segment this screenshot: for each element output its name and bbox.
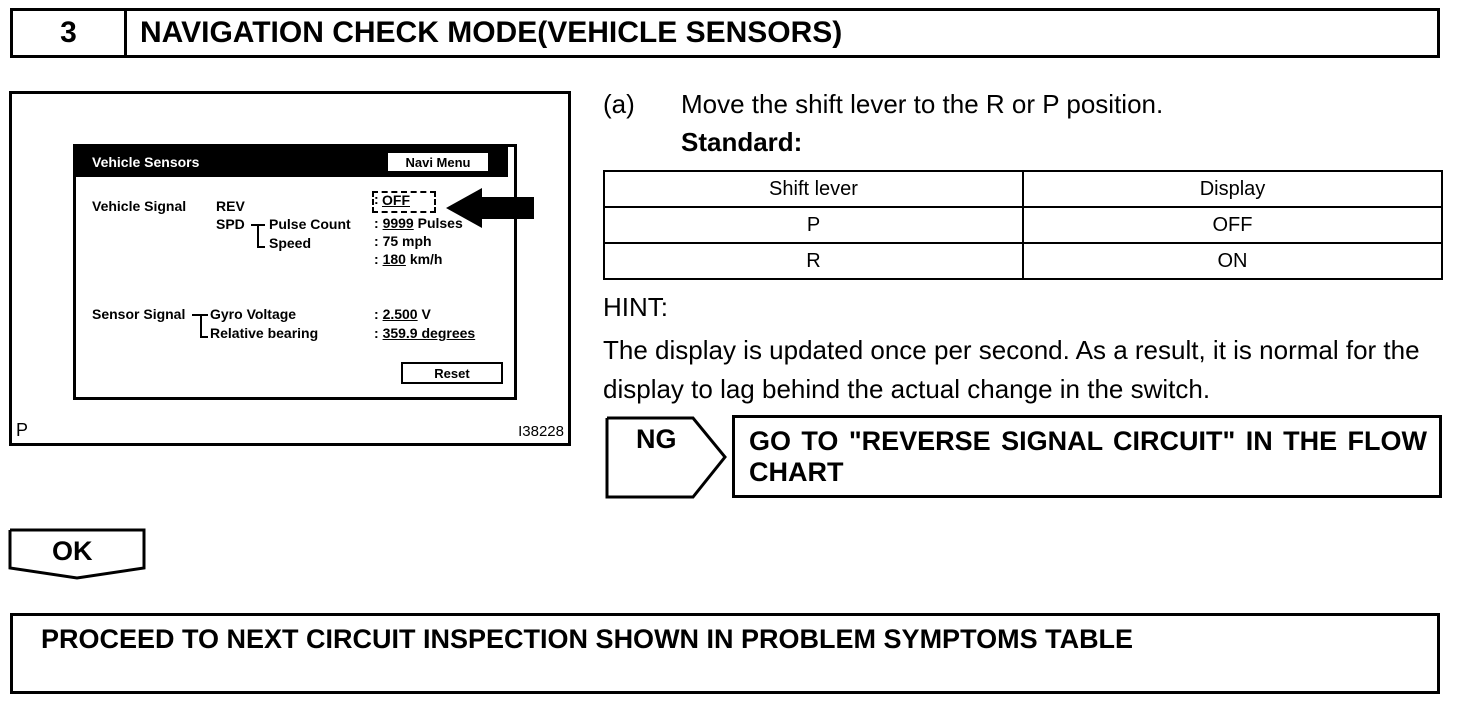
step-a-text: Move the shift lever to the R or P position. (681, 89, 1164, 119)
bearing-value: 359.9 degrees (382, 325, 476, 341)
screen-title: Vehicle Sensors (92, 154, 200, 170)
pulse-value: 9999 (382, 215, 414, 231)
figure-id: I38228 (518, 423, 564, 440)
proceed-box (10, 613, 1440, 694)
vehicle-signal-label: Vehicle Signal (92, 198, 187, 214)
navi-menu-button[interactable]: Navi Menu (386, 151, 490, 173)
hint-text: The display is updated once per second. As a result, it is normal for the display to lag behind the actual change in the switch. (603, 335, 1420, 404)
ok-label: OK (52, 536, 93, 566)
step-title: NAVIGATION CHECK MODE(VEHICLE SENSORS) (140, 16, 843, 49)
illustration-frame (9, 91, 571, 446)
spd-label: SPD (216, 216, 245, 232)
pulse-count-label: Pulse Count (269, 216, 351, 232)
speed-kmh-unit: km/h (409, 251, 443, 267)
speed-label: Speed (269, 235, 312, 251)
relative-bearing-label: Relative bearing (210, 325, 319, 341)
table-header-row (604, 171, 1442, 207)
sensor-bracket-icon (192, 311, 210, 341)
rev-label: REV (216, 198, 245, 214)
speed-mph-value: 75 mph (382, 233, 432, 249)
vehicle-sensors-screen: Vehicle Sensors Navi Menu Vehicle Signal REV SPD Pulse Count Speed : OFF : 9999 Pulses : 75 mph : 180 km/h Sensor Signal Gyro Voltage Relative bearing : 2.500 V : 359.9 degrees Reset (73, 144, 517, 400)
sensor-signal-label: Sensor Signal (92, 306, 186, 322)
ng-result-box (732, 415, 1442, 498)
table-header: Display (1023, 171, 1442, 207)
table-cell: OFF (1023, 207, 1442, 243)
ng-result-text: GO TO "REVERSE SIGNAL CIRCUIT" IN THE FLOW CHART (749, 426, 1427, 487)
table-row (604, 243, 1442, 279)
standard-table (603, 170, 1443, 280)
rev-value: OFF (382, 192, 410, 208)
ng-label: NG (636, 424, 677, 454)
figure-tag: P (16, 420, 29, 440)
step-header (10, 8, 1440, 58)
proceed-text: PROCEED TO NEXT CIRCUIT INSPECTION SHOWN IN PROBLEM SYMPTOMS TABLE (41, 624, 1134, 654)
arrow-pointer-icon (446, 188, 534, 228)
screen-title-bar (76, 147, 508, 177)
reset-button[interactable]: Reset (401, 362, 503, 384)
table-cell: P (604, 207, 1023, 243)
gyro-voltage-label: Gyro Voltage (210, 306, 297, 322)
table-cell: ON (1023, 243, 1442, 279)
speed-kmh-value: 180 (382, 251, 406, 267)
gyro-value: 2.500 (382, 306, 418, 322)
pulse-unit: Pulses (417, 215, 463, 231)
gyro-unit: V (421, 306, 431, 322)
table-cell: R (604, 243, 1023, 279)
table-header: Shift lever (604, 171, 1023, 207)
step-number: 3 (13, 11, 127, 55)
standard-label: Standard: (681, 127, 803, 157)
step-a-label: (a) (603, 89, 635, 119)
hint-label: HINT: (603, 292, 668, 322)
spd-bracket-icon (249, 221, 267, 251)
table-row (604, 207, 1442, 243)
